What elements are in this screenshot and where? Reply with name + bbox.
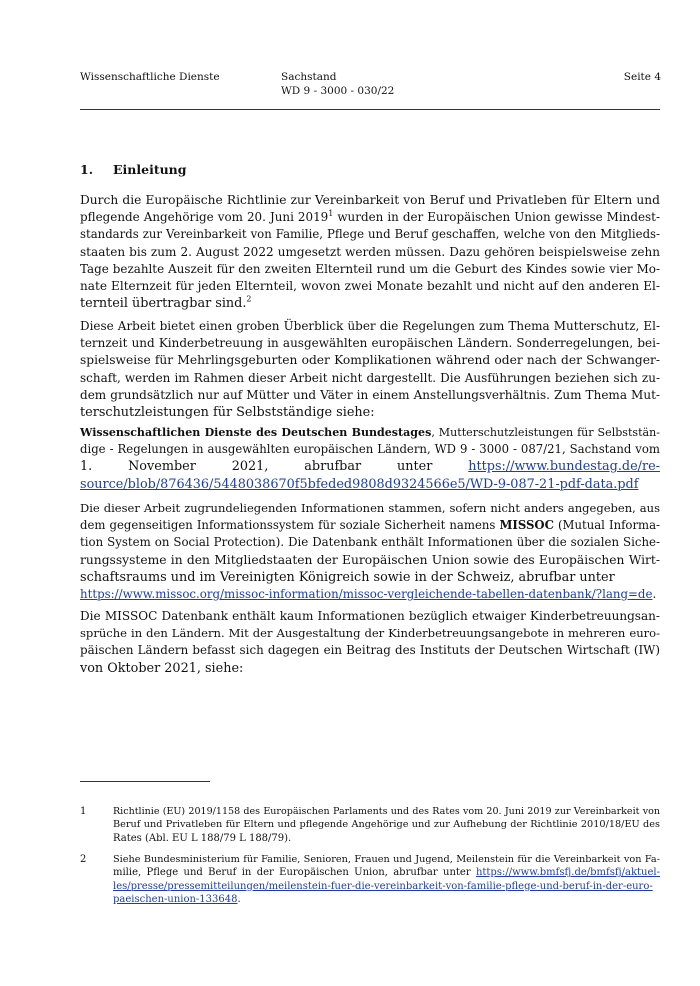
text-line: schaftsraums und im Vereinigten Königreich sowie in der Schweiz, abrufbar unter <box>80 569 615 585</box>
text-line: Tage bezahlte Auszeit für den zweiten Elternteil rund um die Geburt des Kindes sowie vier Mo- <box>80 261 660 276</box>
text-line: ternzeit und Kinderbetreuung in ausgewählten europäischen Ländern. Sonderregelungen, bei- <box>80 336 660 351</box>
text-line: dige - Regelungen in ausgewählten europäischen Ländern, WD 9 - 3000 - 087/21, Sachstand vom <box>80 442 660 457</box>
text-span: 1. November 2021, abrufbar unter <box>80 459 469 475</box>
bmfsfj-link[interactable]: https://www.bmfsfj.de/bmfsfj/aktuel- <box>475 867 660 879</box>
text-line: rungssysteme in den Mitgliedstaaten der Europäischen Union sowie des Europäischen Wirt- <box>80 552 660 567</box>
text-line: Beruf und Privatleben für Eltern und pflegende Angehörige und zur Aufhebung der Richtlinie 2010/18/EU des <box>113 819 660 831</box>
paragraph-missoc <box>80 500 660 603</box>
footnote-number: 2 <box>80 854 87 865</box>
text-line: Durch die Europäische Richtlinie zur Vereinbarkeit von Beruf und Privatleben für Eltern und <box>80 193 660 207</box>
header-doc-type: Sachstand <box>281 71 337 83</box>
text-line: Richtlinie (EU) 2019/1158 des Europäischen Parlaments und des Rates vom 20. Juni 2019 zur Vereinbarkeit von <box>113 806 660 817</box>
paragraph-childcare <box>80 608 660 677</box>
missoc-bold: MISSOC <box>499 518 554 533</box>
text-line: staaten bis zum 2. August 2022 umgesetzt werden müssen. Dazu gehören beispielsweise zehn <box>80 244 660 259</box>
text-line: Rates (Abl. EU L 188/79 L 188/79). <box>113 832 292 844</box>
text-span: (Mutual Informa- <box>553 518 660 533</box>
bundestag-link[interactable]: https://www.bundestag.de/re- <box>468 459 660 475</box>
paragraph-scope <box>80 318 660 421</box>
text-line: tion System on Social Protection). Die Datenbank enthält Informationen über die sozialen Siche- <box>80 535 660 550</box>
text-line <box>80 517 660 534</box>
text-span: . <box>652 587 657 602</box>
text-line <box>80 424 660 441</box>
text-line: schaft, werden im Rahmen dieser Arbeit nicht dargestellt. Die Ausführungen beziehen sich zu- <box>80 370 660 385</box>
section-number: 1. <box>80 162 94 177</box>
text-span: wurden in der Europäischen Union gewisse Mindest- <box>333 210 660 225</box>
footnote-number: 1 <box>80 806 87 817</box>
footnote-body <box>113 805 660 845</box>
text-line: Siehe Bundesministerium für Familie, Senioren, Frauen und Jugend, Meilenstein für die Vereinbarkeit von Fa- <box>113 854 660 865</box>
bundestag-link-cont[interactable]: source/blob/876436/5448038670f5bfeded9808d9324566e5/WD-9-087-21-pdf-data.pdf <box>80 476 639 492</box>
text-line <box>113 866 660 879</box>
text-line <box>113 880 660 893</box>
text-line <box>80 586 660 603</box>
text-line <box>80 295 660 312</box>
footnote-divider <box>80 781 210 782</box>
footnote-body <box>113 853 660 907</box>
header-doc-info <box>281 70 394 98</box>
text-span: milie, Pflege und Beruf in der Europäischen Union, abrufbar unter <box>113 867 476 879</box>
bmfsfj-link-end[interactable]: paeischen-union-133648 <box>113 894 238 906</box>
text-line: Die dieser Arbeit zugrundeliegenden Informationen stammen, sofern nicht anders angegeben, aus <box>80 501 660 515</box>
text-line: terschutzleistungen für Selbstständige siehe: <box>80 405 375 421</box>
header-page-number: Seite 4 <box>623 71 661 83</box>
text-line <box>80 476 660 493</box>
bmfsfj-link-cont[interactable]: les/presse/pressemitteilungen/meilenstein-fuer-die-vereinbarkeit-von-familie-pflege-und-beruf-in-der-euro- <box>113 880 653 892</box>
text-line: standards zur Vereinbarkeit von Familie, Pflege und Beruf geschaffen, welche von den Mitglieds- <box>80 227 660 242</box>
text-span: . <box>237 894 241 906</box>
text-span: , Mutterschutzleistungen für Selbststän- <box>431 426 661 439</box>
text-line: päischen Ländern befasst sich dagegen ein Beitrag des Instituts der Deutschen Wirtschaft (IW) <box>80 643 660 658</box>
text-line <box>80 458 660 475</box>
text-line: dem grundsätzlich nur auf Mütter und Väter in einem Anstellungsverhältnis. Zum Thema Mut- <box>80 387 660 402</box>
reference-author: Wissenschaftlichen Dienste des Deutschen Bundestages <box>80 426 432 439</box>
header-doc-number: WD 9 - 3000 - 030/22 <box>281 85 395 97</box>
footnote-ref-2[interactable]: 2 <box>246 294 252 304</box>
text-span: dem gegenseitigen Informationssystem für soziale Sicherheit namens <box>80 518 500 533</box>
footnote-2 <box>80 853 660 907</box>
text-line: Diese Arbeit bietet einen groben Überblick über die Regelungen zum Thema Mutterschutz, El- <box>80 319 660 333</box>
header-divider <box>80 109 660 110</box>
text-line: sprüche in den Ländern. Mit der Ausgestaltung der Kinderbetreuungsangebote in mehreren euro- <box>80 626 660 641</box>
text-line: Die MISSOC Datenbank enthält kaum Informationen bezüglich etwaiger Kinderbetreuungsan- <box>80 609 660 623</box>
header-org: Wissenschaftliche Dienste <box>80 71 220 83</box>
text-line: von Oktober 2021, siehe: <box>80 660 244 676</box>
section-heading <box>80 162 187 177</box>
missoc-link[interactable]: https://www.missoc.org/missoc-information/missoc-vergleichende-tabellen-datenbank/?lang=de <box>80 587 653 602</box>
text-line <box>113 893 660 906</box>
text-line: nate Elternzeit für jeden Elternteil, wovon zwei Monate bezahlt und nicht auf den anderen El- <box>80 279 660 294</box>
text-span: ternteil übertragbar sind. <box>80 296 247 312</box>
text-line: spielsweise für Mehrlingsgeburten oder Komplikationen während oder nach der Schwanger- <box>80 353 660 368</box>
text-span: pflegende Angehörige vom 20. Juni 2019 <box>80 210 329 225</box>
paragraph-reference <box>80 424 660 493</box>
text-line <box>80 209 660 226</box>
footnote-1 <box>80 805 660 845</box>
paragraph-directive <box>80 192 660 312</box>
footnote-ref-1[interactable]: 1 <box>328 209 334 219</box>
section-title: Einleitung <box>113 162 187 177</box>
